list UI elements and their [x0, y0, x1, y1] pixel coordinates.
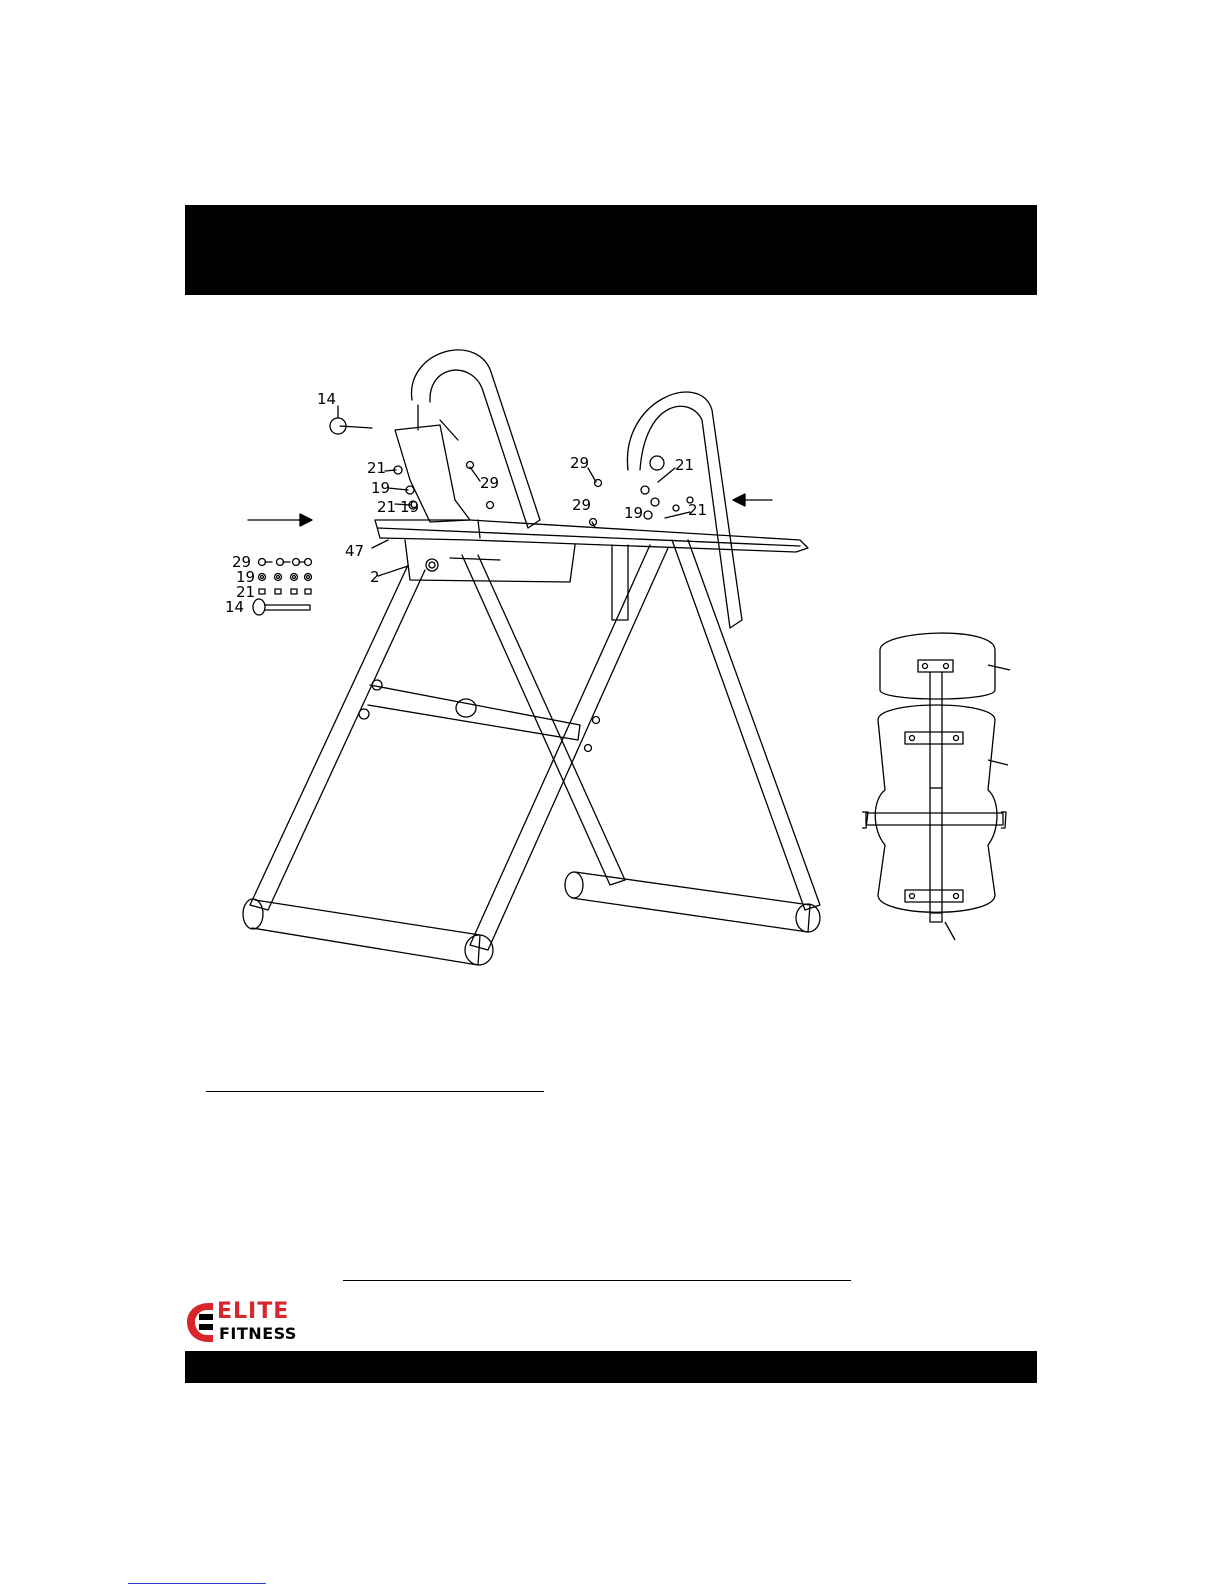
left-handle — [412, 350, 540, 528]
header-bar — [185, 205, 1037, 295]
label-21-a: 21 — [367, 459, 387, 477]
left-leg-rear — [462, 555, 625, 885]
left-leg-front — [250, 565, 425, 910]
footer-underline — [343, 1280, 851, 1281]
legend-label-14: 14 — [225, 598, 245, 616]
hardware-legend-icons — [253, 559, 312, 616]
back-pad-detail — [862, 633, 1010, 940]
right-leg-front — [470, 545, 668, 950]
label-47: 47 — [345, 542, 365, 560]
label-29-c: 29 — [572, 496, 592, 514]
label-19-c: 19 — [624, 504, 644, 522]
logo-line2: FITNESS — [219, 1324, 297, 1343]
label-29-a: 29 — [480, 474, 500, 492]
base-tube-left — [252, 900, 480, 965]
label-19-a: 19 — [371, 479, 391, 497]
logo-line1: ELITE — [217, 1299, 290, 1324]
brand-logo — [185, 1298, 320, 1348]
legend-label-21: 21 — [236, 583, 256, 601]
bottom-link-underline[interactable] — [128, 1583, 266, 1584]
legend-label-19: 19 — [236, 568, 256, 586]
label-29-b: 29 — [570, 454, 590, 472]
footer-bar — [185, 1351, 1037, 1383]
label-2: 2 — [370, 568, 380, 586]
label-21-d: 21 — [688, 501, 708, 519]
right-leg-rear — [672, 540, 820, 910]
label-19-b: 19 — [400, 498, 420, 516]
legend-label-29: 29 — [232, 553, 252, 571]
label-21-c: 21 — [675, 456, 695, 474]
section-underline — [206, 1091, 544, 1092]
right-handle — [627, 392, 742, 628]
assembly-diagram — [0, 300, 1225, 1000]
label-14-top: 14 — [317, 390, 337, 408]
logo-emblem-icon — [187, 1303, 213, 1342]
label-21-b: 21 — [377, 498, 397, 516]
